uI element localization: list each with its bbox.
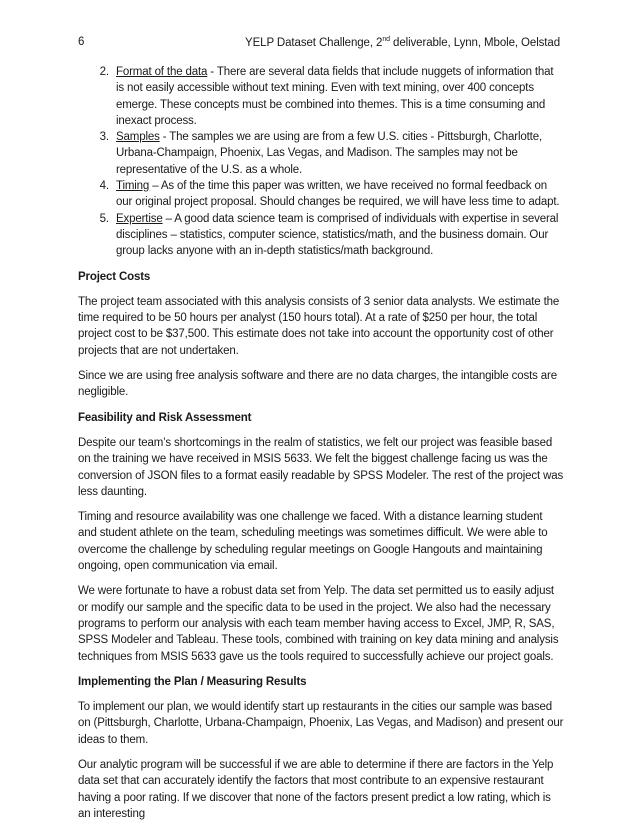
page-number: 6 [78, 36, 85, 48]
list-item: 3. Samples - The samples we are using are from a few U.S. cities - Pittsburgh, Charlotte, Urbana-Champaign, Phoenix, Las Vegas, and Madison. The samples may not be representative of the U.S. as a whole. [112, 129, 564, 178]
list-item: 5. Expertise – A good data science team is comprised of individuals with expertise in several disciplines – statistics, computer science, statistics/math, and the business domain. Our group lacks anyone with an in-depth statistics/math background. [112, 211, 564, 260]
section-heading-project-costs: Project Costs [78, 270, 151, 283]
paragraph: Our analytic program will be successful if we are able to determine if there are factors in the Yelp data set that can accurately identify the factors that most contribute to an expensive restaurant having a poor rating. If we discover that none of the factors present predict a low rating, which is an interesting [78, 758, 554, 820]
section-heading-feasibility: Feasibility and Risk Assessment [78, 411, 252, 424]
limitations-list [78, 64, 564, 260]
paragraph: Timing and resource availability was one challenge we faced. With a distance learning student and student athlete on the team, scheduling meetings was sometimes difficult. We were able to overcome the challenge by scheduling regular meetings on Google Hangouts and maintaining ongoing, open communication via email. [78, 511, 548, 573]
paragraph: The project team associated with this analysis consists of 3 senior data analysts. We estimate the time required to be 50 hours per analyst (150 hours total). At a rate of $250 per hour, the total project cost to be $37,500. This estimate does not take into account the opportunity cost of other projects that are not undertaken. [78, 295, 560, 357]
paragraph: Since we are using free analysis software and there are no data charges, the intangible costs are negligible. [78, 370, 557, 399]
running-title: YELP Dataset Challenge, 2nd deliverable, Lynn, Mbole, Oelstad [245, 36, 560, 49]
page-body [78, 64, 564, 831]
list-item: 2. Format of the data - There are several data fields that include nuggets of information that is not easily accessible without text mining. Even with text mining, over 400 concepts emerge. These concepts must be combined into themes. This is a time consuming and inexact process. [112, 64, 564, 129]
section-heading-implementing: Implementing the Plan / Measuring Results [78, 675, 307, 688]
page-header [78, 36, 560, 49]
paragraph: We were fortunate to have a robust data set from Yelp. The data set permitted us to easily adjust or modify our sample and the specific data to be used in the project. We also had the necessary programs to perform our analysis with each team member having access to Excel, JMP, R, SAS, SPSS Modeler and Tableau. These tools, combined with training on key data mining and analysis techniques from MSIS 5633 gave us the tools required to successfully achieve our project goals. [78, 585, 559, 663]
paragraph: Despite our team’s shortcomings in the realm of statistics, we felt our project was feasible based on the training we have received in MSIS 5633. We felt the biggest challenge facing us was the conversion of JSON files to a format easily readable by SPSS Modeler. The rest of the project was less daunting. [78, 436, 564, 498]
list-item: 4. Timing – As of the time this paper was written, we have received no formal feedback on our original project proposal. Should changes be required, we will have less time to adapt. [112, 178, 564, 211]
paragraph: To implement our plan, we would identify start up restaurants in the cities our sample was based on (Pittsburgh, Charlotte, Urbana-Champaign, Phoenix, Las Vegas, and Madison) and present our ideas to them. [78, 701, 564, 746]
